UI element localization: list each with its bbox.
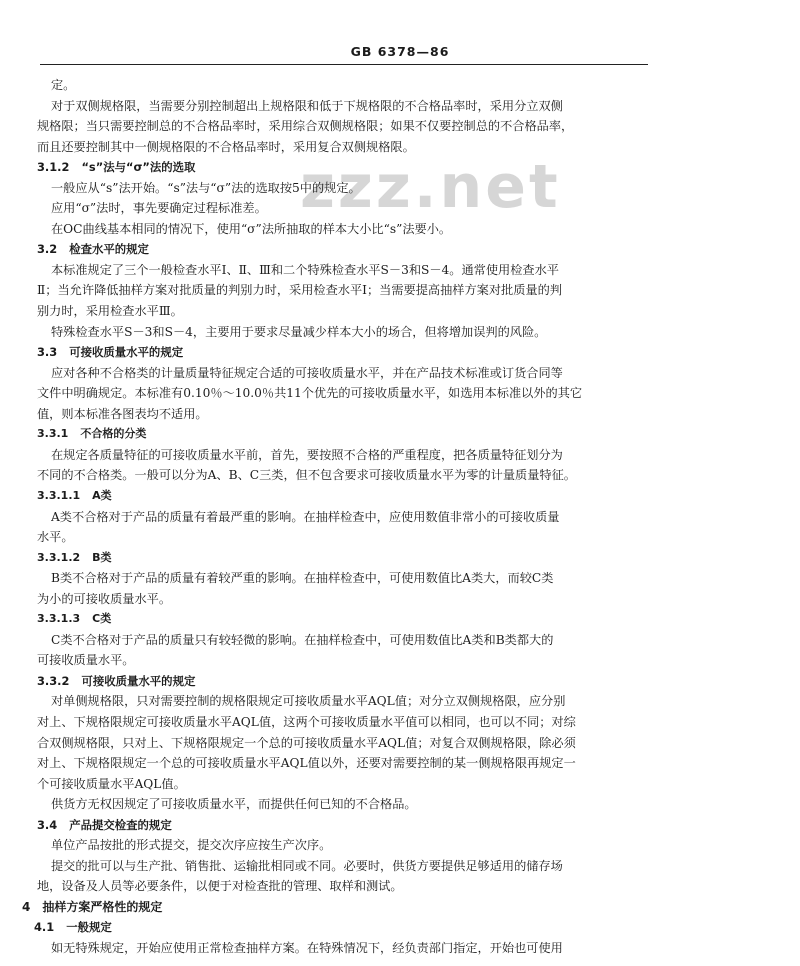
text-line: 水平。: [37, 530, 74, 544]
section-title: 可接收质量水平的规定: [81, 674, 196, 688]
text-line: 定。: [51, 78, 76, 92]
text-line: 对于双侧规格限，当需要分别控制超出上规格限和低于下规格限的不合格品率时，采用分立双侧: [51, 99, 563, 113]
text-line: 应用“σ”法时，事先要确定过程标准差。: [51, 201, 267, 215]
section-title: 抽样方案严格性的规定: [42, 900, 163, 914]
watermark: zzz.net: [300, 152, 561, 222]
section-title: 一般规定: [66, 920, 112, 934]
header-rule: [40, 64, 648, 65]
section-heading-4: [22, 897, 630, 917]
section-number: 3.3.2: [37, 674, 70, 688]
text-line: 特殊检查水平S－3和S－4，主要用于要求尽量减少样本大小的场合，但将增加误判的风险。: [51, 325, 547, 339]
section-title: 可接收质量水平的规定: [69, 345, 184, 359]
text-line: 值，则本标准各图表均不适用。: [37, 407, 208, 421]
section-heading-3-3-1-2: [37, 548, 645, 568]
text-line: 规格限；当只需要控制总的不合格品率时，采用综合双侧规格限；如果不仅要控制总的不合格品率，: [37, 119, 574, 133]
text-line: 文件中明确规定。本标准有0.10％～10.0％共11个优先的可接收质量水平，如选用本标准以外的其它: [37, 386, 583, 400]
section-heading-3-3-1: [37, 424, 645, 444]
section-number: 3.1.2: [37, 160, 70, 174]
section-title: 检查水平的规定: [69, 242, 149, 256]
section-number: 3.3.1: [37, 427, 69, 440]
section-heading-4-1: [34, 917, 642, 937]
section-number: 3.4: [37, 818, 58, 832]
section-number: 3.3.1.1: [37, 489, 81, 502]
section-title: “s”法与“σ”法的选取: [81, 160, 196, 174]
text-line: 个可接收质量水平AQL值。: [37, 777, 186, 791]
text-line: 在OC曲线基本相同的情况下，使用“σ”法所抽取的样本大小比“s”法要小。: [51, 222, 452, 236]
text-line: 不同的不合格类。一般可以分为A、B、C三类，但不包含要求可接收质量水平为零的计量质量特征。: [37, 468, 576, 482]
page-header-standard-number: GB 6378—86: [350, 44, 450, 59]
text-line: 地，设备及人员等必要条件，以便于对检查批的管理、取样和测试。: [37, 879, 403, 893]
text-line: 一般应从“s”法开始。“s”法与“σ”法的选取按5中的规定。: [51, 181, 361, 195]
section-heading-3-3-1-3: [37, 609, 645, 629]
text-line: 别力时，采用检查水平Ⅲ。: [37, 304, 183, 318]
text-line: 如无特殊规定，开始应使用正常检查抽样方案。在特殊情况下，经负责部门指定，开始也可使用: [51, 941, 563, 955]
section-heading-3-1-2: [37, 157, 645, 177]
section-title: C类: [92, 612, 112, 625]
section-heading-3-4: [37, 815, 645, 835]
section-number: 4.1: [34, 920, 55, 934]
text-line: C类不合格对于产品的质量只有较轻微的影响。在抽样检查中，可使用数值比A类和B类都大的: [51, 633, 554, 647]
section-heading-3-2: [37, 239, 645, 259]
text-line: 对单侧规格限，只对需要控制的规格限规定可接收质量水平AQL值；对分立双侧规格限，应分别: [51, 694, 566, 708]
text-line: B类不合格对于产品的质量有着较严重的影响。在抽样检查中，可使用数值比A类大，而较C类: [51, 571, 554, 585]
section-title: 产品提交检查的规定: [69, 818, 172, 832]
text-line: 供货方无权因规定了可接收质量水平，而提供任何已知的不合格品。: [51, 797, 417, 811]
text-line: 本标准规定了三个一般检查水平Ⅰ、Ⅱ、Ⅲ和二个特殊检查水平S－3和S－4。通常使用检查水平: [51, 263, 559, 277]
text-line: 为小的可接收质量水平。: [37, 592, 172, 606]
section-heading-3-3-2: [37, 671, 645, 691]
text-line: 在规定各质量特征的可接收质量水平前，首先，要按照不合格的严重程度，把各质量特征划分为: [51, 448, 563, 462]
text-line: 应对各种不合格类的计量质量特征规定合适的可接收质量水平，并在产品技术标准或订货合同等: [51, 366, 563, 380]
text-line: 而且还要控制其中一侧规格限的不合格品率时，采用复合双侧规格限。: [37, 140, 415, 154]
section-number: 3.3: [37, 345, 58, 359]
section-title: A类: [92, 489, 112, 502]
section-title: 不合格的分类: [80, 427, 147, 440]
section-heading-3-3-1-1: [37, 486, 645, 506]
text-line: 可接收质量水平。: [37, 653, 135, 667]
section-number: 4: [22, 900, 31, 914]
text-line: 提交的批可以与生产批、销售批、运输批相同或不同。必要时，供货方要提供足够适用的储存场: [51, 859, 563, 873]
section-number: 3.2: [37, 242, 58, 256]
text-line: A类不合格对于产品的质量有着最严重的影响。在抽样检查中，应使用数值非常小的可接收质量: [51, 510, 560, 524]
section-title: B类: [92, 551, 112, 564]
section-heading-3-3: [37, 342, 645, 362]
text-line: 对上、下规格限规定一个总的可接收质量水平AQL值以外，还要对需要控制的某一侧规格限再规定一: [37, 756, 576, 770]
section-number: 3.3.1.3: [37, 612, 81, 625]
text-line: 合双侧规格限，只对上、下规格限规定一个总的可接收质量水平AQL值；对复合双侧规格限，除必须: [37, 736, 576, 750]
text-line: Ⅱ；当允许降低抽样方案对批质量的判别力时，采用检查水平Ⅰ；当需要提高抽样方案对批质量的判: [37, 283, 562, 297]
section-number: 3.3.1.2: [37, 551, 81, 564]
text-line: 单位产品按批的形式提交，提交次序应按生产次序。: [51, 838, 332, 852]
text-line: 对上、下规格限规定可接收质量水平AQL值，这两个可接收质量水平值可以相同，也可以不同；对综: [37, 715, 576, 729]
